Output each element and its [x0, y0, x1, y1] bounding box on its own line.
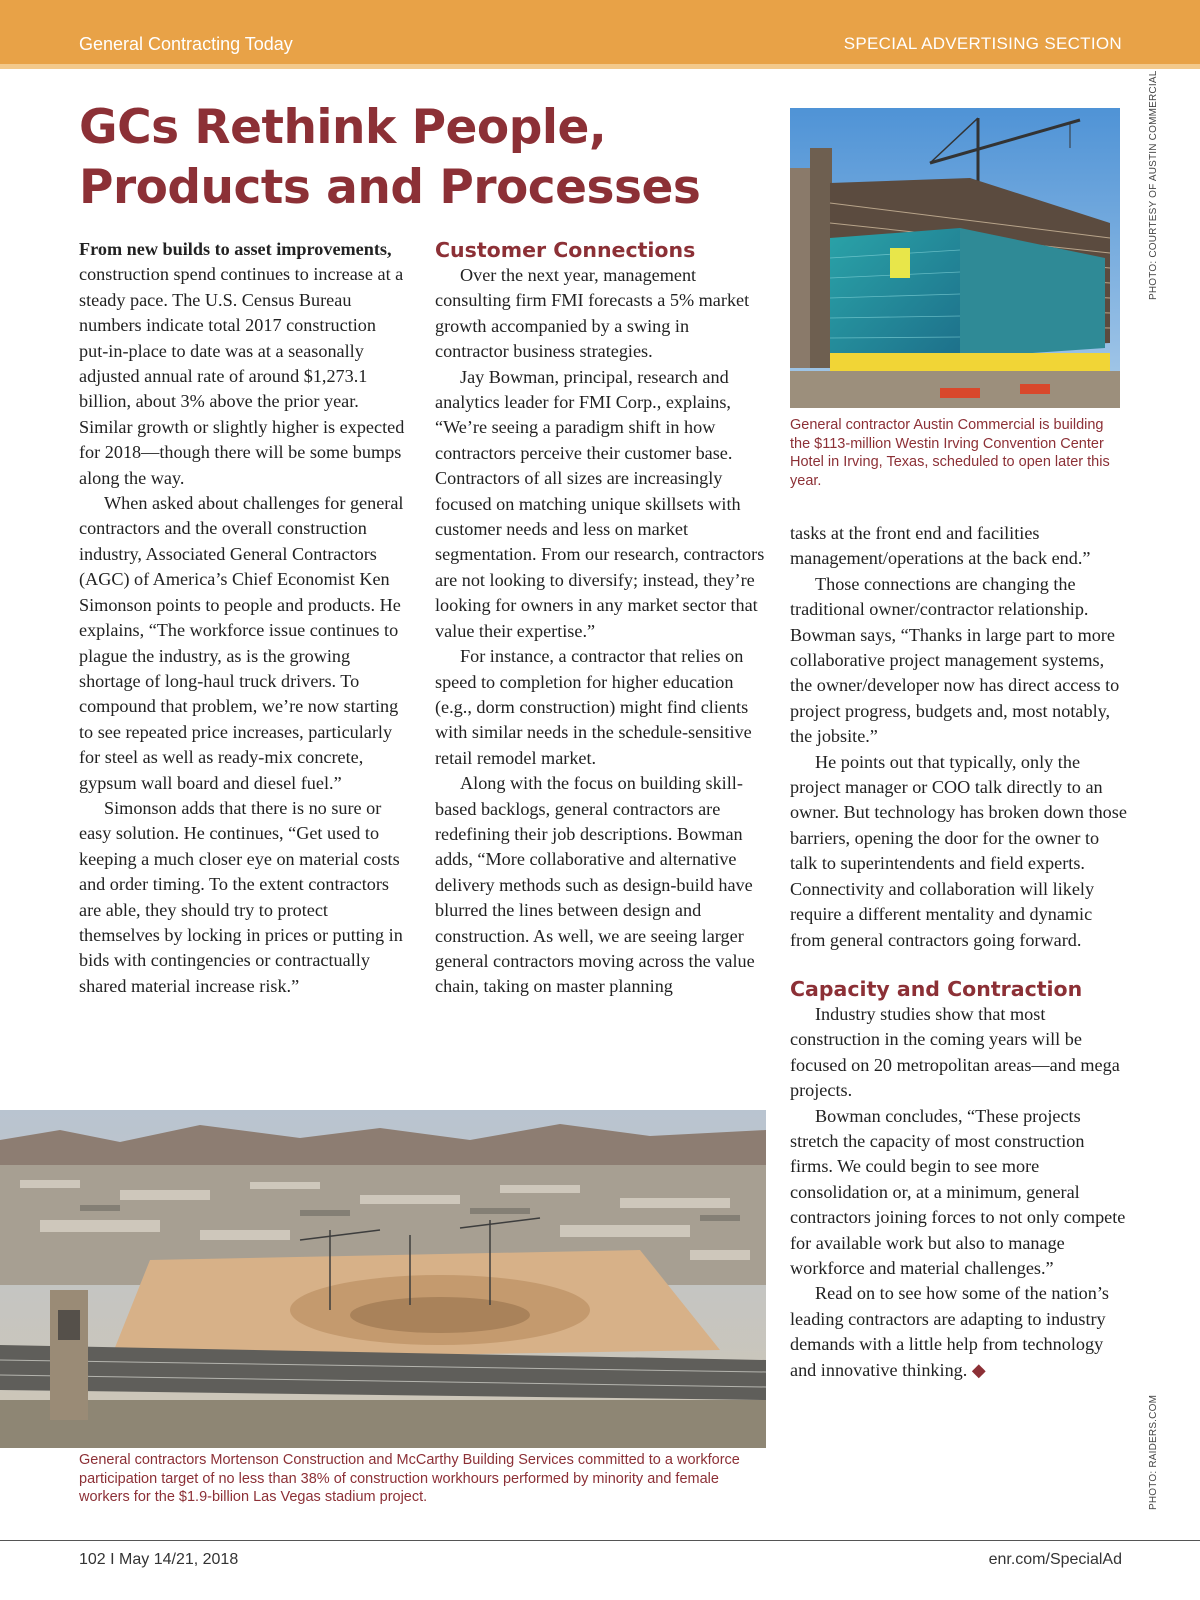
paragraph: Over the next year, management consulting firm FMI forecasts a 5% market growth accompanied by a swing in contractor business strategies. [435, 265, 750, 362]
footer-url-link[interactable]: enr.com/SpecialAd [988, 1551, 1122, 1568]
paragraph-text: Read on to see how some of the nation’s leading contractors are adapting to industry demands with a little help from technology and innovative thinking. [790, 1283, 1109, 1380]
paragraph: tasks at the front end and facilities management/operations at the back end.” [790, 523, 1091, 569]
end-mark-diamond-icon: ◆ [971, 1359, 986, 1380]
article-column-1 [79, 237, 409, 999]
paragraph: Along with the focus on building skill-based backlogs, general contractors are redefining their job descriptions. Bowman adds, “More collaborative and alternative delivery methods such as design-build have blurred the lines between design and construction. As well, we are seeing larger general contractors moving across the value chain, taking on master planning [435, 773, 755, 997]
photo-credit-top: PHOTO: COURTESY OF AUSTIN COMMERCIAL [1148, 70, 1159, 300]
photo-caption-top: General contractor Austin Commercial is building the $113-million Westin Irving Convention Center Hotel in Irving, Texas, scheduled to open later this year. [790, 417, 1110, 490]
paragraph: Simonson adds that there is no sure or easy solution. He continues, “Get used to keeping a much closer eye on material costs and order timing. To the extent contractors are able, they should try to protect themselves by locking in prices or putting in bids with contingencies or contractually shared material increase risk.” [79, 797, 403, 996]
lead-in: From new builds to asset improvements, [79, 239, 392, 259]
paragraph: Jay Bowman, principal, research and analytics leader for FMI Corp., explains, “We’re seeing a paradigm shift in how contractors perceive their customer base. Contractors of all sizes are increasingly focused on matching unique skillsets with customer needs and less on market segmentation. From our research, contractors are not looking to diversify; instead, they’re looking for owners in any market sector that value their expertise.” [435, 366, 765, 641]
hotel-photo-illustration [790, 108, 1120, 408]
photo-credit-bottom: PHOTO: RAIDERS.COM [1148, 1394, 1159, 1510]
paragraph: Industry studies show that most construction in the coming years will be focused on 20 metropolitan areas—and mega projects. [790, 1003, 1120, 1101]
paragraph: For instance, a contractor that relies on speed to completion for higher education (e.g., dorm construction) might find clients with similar needs in the schedule-sensitive retail remodel market. [435, 646, 752, 768]
stadium-site-photo [0, 1110, 766, 1448]
page-number-date: 102 I May 14/21, 2018 [79, 1551, 239, 1568]
advertising-label: SPECIAL ADVERTISING SECTION [843, 34, 1122, 53]
stadium-photo-illustration [0, 1110, 766, 1448]
paragraph-text: construction spend continues to increase at a steady pace. The U.S. Census Bureau numbers indicate total 2017 construction put-in-place to date was at a seasonally adjusted annual rate of around $1,273.1 billion, about 3% above the prior year. Similar growth or slightly higher is expected for 2018—though there will be some bumps along the way. [79, 264, 405, 488]
subhead-customer-connections: Customer Connections [435, 238, 696, 262]
paragraph: When asked about challenges for general contractors and the overall construction industry, Associated General Contractors (AGC) of America’s Chief Economist Ken Simonson points to people and products. He explains, “The workforce issue continues to plague the industry, as is the growing shortage of long-haul truck drivers. To compound that problem, we’re now starting to see repeated price increases, particularly for steel as well as ready-mix concrete, gypsum wall board and diesel fuel.” [79, 493, 404, 793]
footer-rule [0, 1540, 1200, 1541]
paragraph [790, 1281, 1130, 1383]
article-headline [79, 98, 759, 218]
headline-line-2: Products and Processes [79, 160, 701, 215]
paragraph: Those connections are changing the traditional owner/contractor relationship. Bowman says, “Thanks in large part to more collaborative project management systems, the owner/developer now has direct access to project progress, budgets and, most notably, the jobsite.” [790, 573, 1120, 747]
paragraph [79, 237, 409, 491]
hotel-construction-photo [790, 108, 1120, 408]
article-column-3 [790, 521, 1130, 1383]
section-name: General Contracting Today [79, 34, 293, 54]
article-column-2 [435, 237, 767, 1000]
paragraph: Bowman concludes, “These projects stretch the capacity of most construction firms. We could begin to see more consolidation or, at a minimum, general contractors joining forces to not only compete for available work but also to manage workforce and material challenges.” [790, 1105, 1126, 1278]
headline-line-1: GCs Rethink People, [79, 100, 607, 155]
photo-caption-bottom: General contractors Mortenson Construction and McCarthy Building Services committed to a workforce participation target of no less than 38% of construction workhours performed by minority and female workers for the $1.9-billion Las Vegas stadium project. [79, 1452, 740, 1506]
header-rule [0, 64, 1200, 69]
paragraph: He points out that typically, only the project manager or COO talk directly to an owner. But technology has broken down those barriers, opening the door for the owner to talk to superintendents and field experts. Connectivity and collaboration will likely require a different mentality and dynamic from general contractors going forward. [790, 751, 1127, 950]
subhead-capacity-contraction: Capacity and Contraction [790, 976, 1083, 1001]
